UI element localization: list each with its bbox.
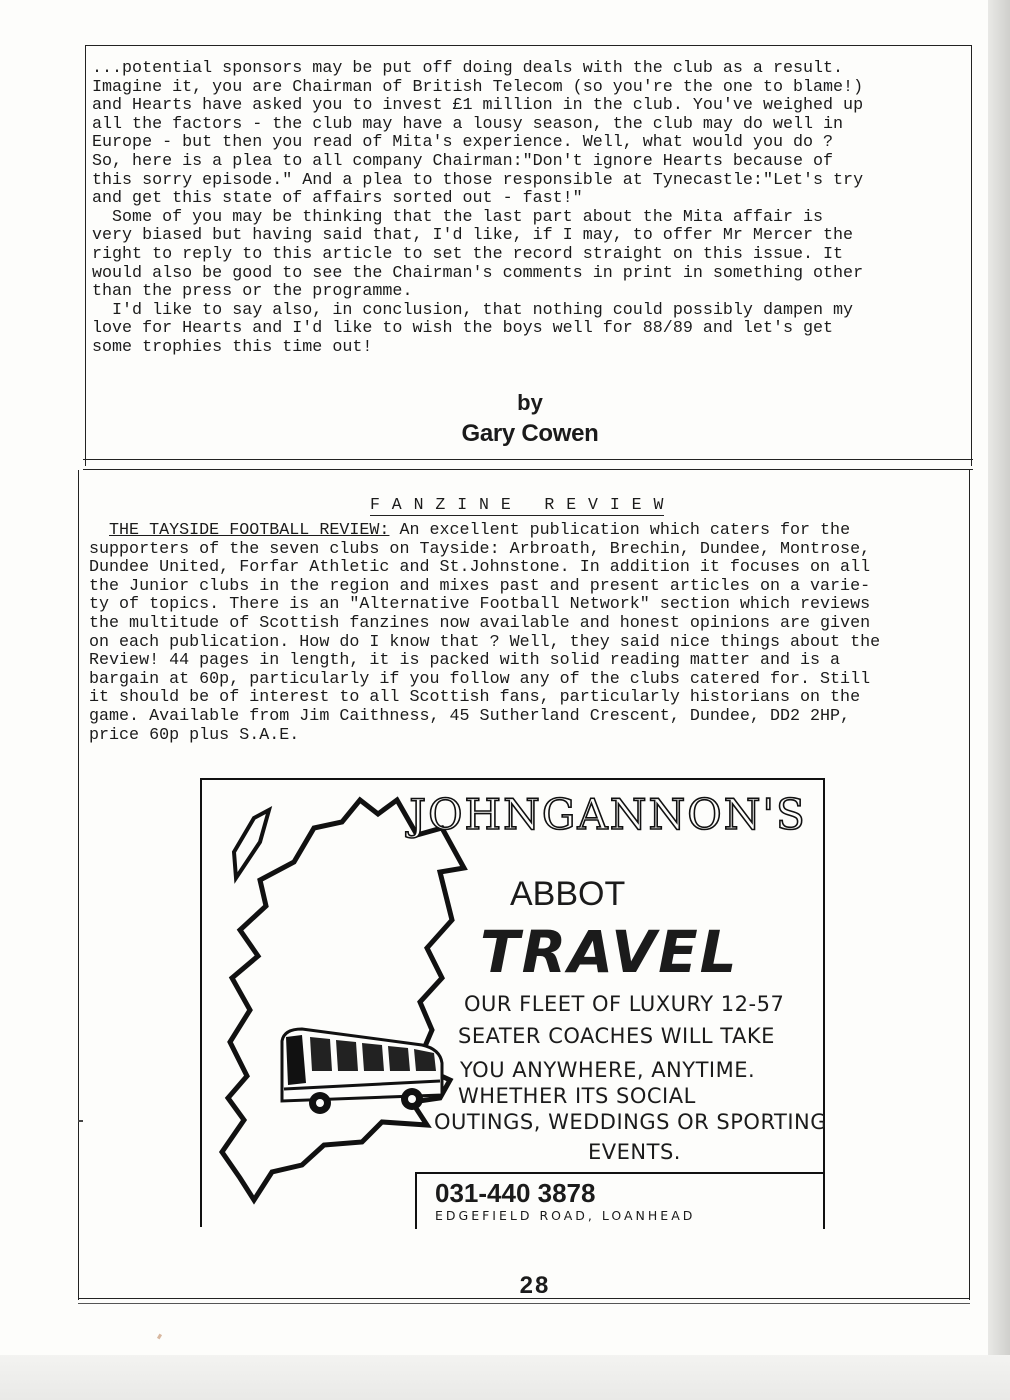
article-line: So, here is a plea to all company Chairman:"Don't ignore Hearts because of — [92, 151, 834, 171]
article-line: ...potential sponsors may be put off doing deals with the club as a result. — [92, 59, 844, 78]
advert-line: EVENTS. — [588, 1140, 681, 1164]
review-line: supporters of the seven clubs on Tayside: Arbroath, Brechin, Dundee, Montrose, — [89, 539, 871, 559]
review-line: Dundee United, Forfar Athletic and St.Johnstone. In addition it focuses on all — [89, 558, 871, 578]
review-line: on each publication. How do I know that ? Well, they said nice things about the — [89, 632, 881, 652]
advert-contact-box — [415, 1172, 825, 1229]
frame-bottom-rule — [78, 1303, 970, 1304]
article-line: love for Hearts and I'd like to wish the boys well for 88/89 and let's get — [92, 319, 834, 339]
review-line: it should be of interest to all Scottish fans, particularly historians on the — [89, 688, 861, 708]
advert-phone: 031-440 3878 — [435, 1178, 596, 1208]
article-line: right to reply to this article to set the record straight on this issue. It — [92, 244, 844, 264]
page-bottom-shade — [0, 1355, 1010, 1400]
advert-line: SEATER COACHES WILL TAKE — [458, 1024, 775, 1048]
margin-mark — [157, 1334, 162, 1340]
page-edge — [988, 0, 1010, 1400]
article-line: Imagine it, you are Chairman of British Telecom (so you're the one to blame!) — [92, 77, 864, 97]
review-line: ty of topics. There is an "Alternative Football Network" section which reviews — [89, 595, 871, 615]
article-line: Europe - but then you read of Mita's experience. Well, what would you do ? — [92, 133, 834, 153]
review-line: price 60p plus S.A.E. — [89, 725, 300, 745]
advert-address: EDGEFIELD ROAD, LOANHEAD — [435, 1208, 696, 1223]
review-line: bargain at 60p, particularly if you follow any of the clubs catered for. Still — [89, 669, 871, 689]
article-line: I'd like to say also, in conclusion, that nothing could possibly dampen my — [92, 300, 854, 320]
article-line: very biased but having said that, I'd like, if I may, to offer Mr Mercer the — [92, 226, 854, 246]
article-line: some trophies this time out! — [92, 337, 373, 357]
article-line: this sorry episode." And a plea to those responsible at Tynecastle:"Let's try — [92, 170, 864, 190]
review-text — [89, 522, 969, 745]
article-line: all the factors - the club may have a lousy season, the club may do well in — [92, 114, 844, 134]
advert-line: YOU ANYWHERE, ANYTIME. — [460, 1058, 756, 1082]
advert-abbot: ABBOT — [510, 875, 626, 913]
review-line: Review! 44 pages in length, it is packed with solid reading matter and is a — [89, 651, 841, 671]
article-line: would also be good to see the Chairman's comments in print in something other — [92, 263, 864, 283]
advert-line: OUR FLEET OF LUXURY 12-57 — [464, 992, 785, 1016]
review-line — [89, 522, 969, 541]
review-line-rest: An excellent publication which caters for the — [389, 521, 851, 540]
publication-title: THE TAYSIDE FOOTBALL REVIEW: — [109, 521, 390, 540]
byline-by: by — [517, 390, 543, 415]
page-number: 28 — [519, 1272, 551, 1299]
review-line: game. Available from Jim Caithness, 45 Sutherland Crescent, Dundee, DD2 2HP, — [89, 706, 851, 726]
review-line: the multitude of Scottish fanzines now available and honest opinions are given — [89, 613, 871, 633]
abbot-travel-advert — [200, 778, 828, 1227]
advert-travel: TRAVEL — [480, 918, 739, 986]
article-text — [92, 60, 962, 358]
advert-line: OUTINGS, WEDDINGS OR SPORTING — [434, 1110, 828, 1134]
article-line: Some of you may be thinking that the last part about the Mita affair is — [92, 207, 824, 227]
article-line: than the press or the programme. — [92, 282, 413, 302]
margin-mark — [78, 1120, 83, 1122]
fanzine-review-heading: F A N Z I N E R E V I E W — [370, 495, 665, 514]
byline-author: Gary Cowen — [461, 420, 599, 447]
article-line: and Hearts have asked you to invest £1 million in the club. You've weighed up — [92, 96, 864, 116]
advert-line: WHETHER ITS SOCIAL — [458, 1084, 696, 1108]
coach-bus-icon — [272, 1023, 452, 1118]
frame-divider — [83, 459, 973, 460]
advert-title: JOHNGANNON'S — [409, 790, 807, 839]
review-line: the Junior clubs in the region and mixes past and present articles on a varie- — [89, 576, 871, 596]
article-line: and get this state of affairs sorted out - fast!" — [92, 189, 583, 209]
